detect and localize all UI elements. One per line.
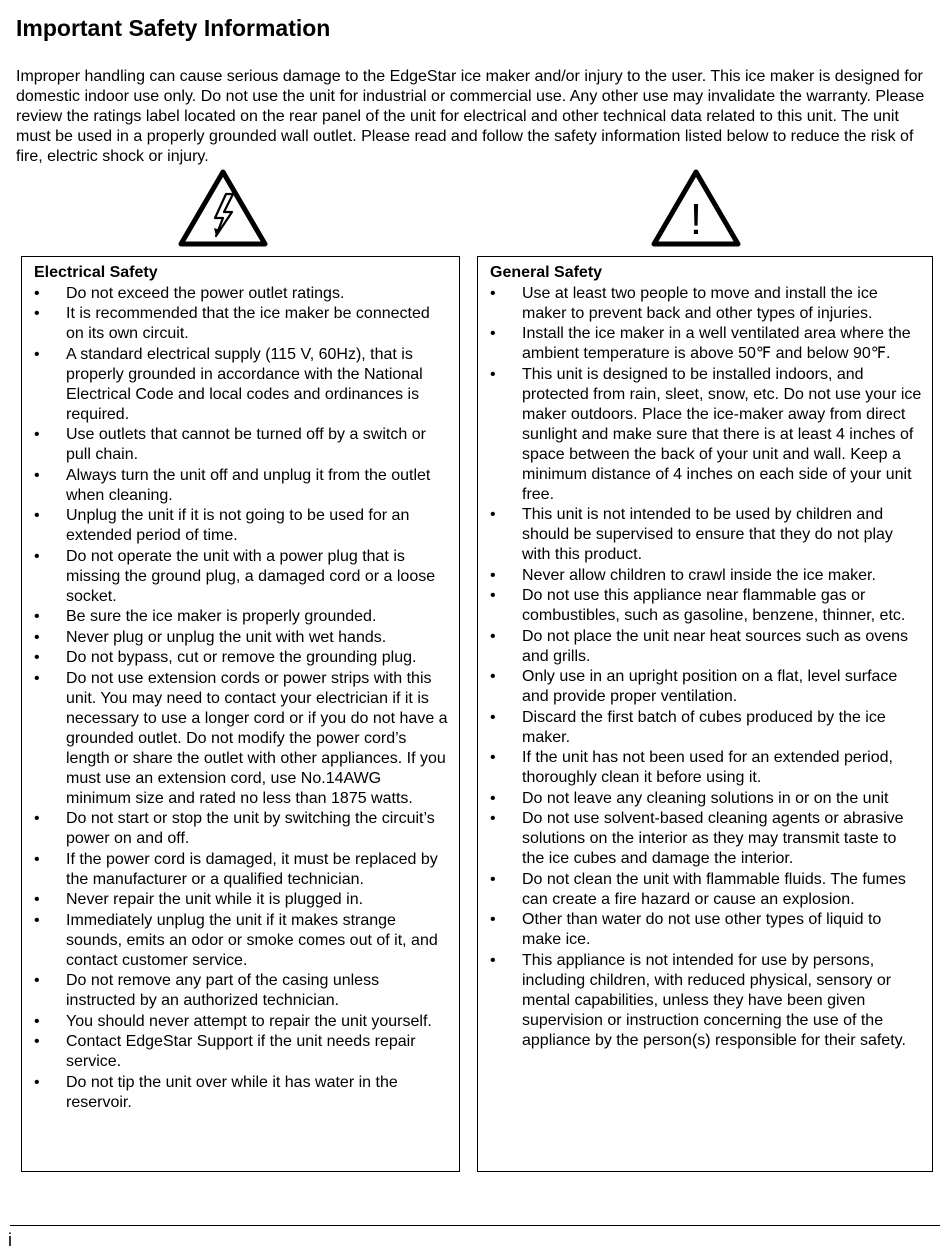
list-item: • Never plug or unplug the unit with wet hands. — [34, 628, 449, 648]
footer-divider — [10, 1225, 940, 1226]
list-item: • Be sure the ice maker is properly grounded. — [34, 607, 449, 627]
list-item: • Never repair the unit while it is plugged in. — [34, 890, 449, 910]
list-item: • Unplug the unit if it is not going to be used for an extended period of time. — [34, 506, 449, 546]
list-item: • Do not start or stop the unit by switching the circuit’s power on and off. — [34, 809, 449, 849]
list-item: • Contact EdgeStar Support if the unit needs repair service. — [34, 1032, 449, 1072]
page-title: Important Safety Information — [16, 15, 331, 41]
electrical-hazard-icon — [178, 168, 268, 248]
list-item: • Do not exceed the power outlet ratings. — [34, 284, 449, 304]
list-item: • Never allow children to crawl inside the ice maker. — [490, 566, 922, 586]
electrical-safety-box — [21, 256, 460, 1172]
intro-paragraph: Improper handling can cause serious damage to the EdgeStar ice maker and/or injury to the user. This ice maker is designed for domestic indoor use only. Do not use the unit for industrial or commercial use. Any other use may invalidate the warranty. Please review the ratings label located on the rear panel of the unit for electrical and other technical data related to this unit. The unit must be used in a properly grounded wall outlet. Please read and follow the safety information listed below to reduce the risk of fire, electric shock or injury. — [16, 68, 925, 165]
list-item: • Do not place the unit near heat sources such as ovens and grills. — [490, 627, 922, 667]
list-item: • This unit is designed to be installed indoors, and protected from rain, sleet, snow, etc. Do not use your ice maker outdoors. Place the ice-maker away from direct sunlight and make sure that there is at least 4 inches of space between the back of your unit and wall. Keep a minimum distance of 4 inches on each side of your unit free. — [490, 365, 922, 505]
list-item: • This unit is not intended to be used by children and should be supervised to ensure that they do not play with this product. — [490, 505, 922, 565]
list-item: • Do not clean the unit with flammable fluids. The fumes can create a fire hazard or cause an explosion. — [490, 870, 922, 910]
electrical-safety-heading: Electrical Safety — [34, 264, 158, 281]
list-item: • Use outlets that cannot be turned off by a switch or pull chain. — [34, 425, 449, 465]
list-item: • Immediately unplug the unit if it makes strange sounds, emits an odor or smoke comes out of it, and contact customer service. — [34, 911, 449, 971]
list-item: • Do not bypass, cut or remove the grounding plug. — [34, 648, 449, 668]
electrical-safety-list — [34, 284, 449, 1113]
list-item: • Only use in an upright position on a flat, level surface and provide proper ventilation. — [490, 667, 922, 707]
general-safety-heading: General Safety — [490, 264, 603, 281]
list-item: • If the unit has not been used for an extended period, thoroughly clean it before using it. — [490, 748, 922, 788]
list-item: • Do not tip the unit over while it has water in the reservoir. — [34, 1073, 449, 1113]
general-safety-list — [490, 284, 922, 1051]
list-item: • Do not leave any cleaning solutions in or on the unit — [490, 789, 922, 809]
page-number: i — [8, 1230, 12, 1250]
list-item: • Do not remove any part of the casing unless instructed by an authorized technician. — [34, 971, 449, 1011]
list-item: • Always turn the unit off and unplug it from the outlet when cleaning. — [34, 466, 449, 506]
list-item: • Use at least two people to move and install the ice maker to prevent back and other types of injuries. — [490, 284, 922, 324]
warning-mark: ! — [689, 195, 703, 244]
list-item: • A standard electrical supply (115 V, 60Hz), that is properly grounded in accordance with the National Electrical Code and local codes and ordinances is required. — [34, 345, 449, 425]
list-item: • Do not use this appliance near flammable gas or combustibles, such as gasoline, benzene, thinner, etc. — [490, 586, 922, 626]
general-safety-box — [477, 256, 933, 1172]
list-item: • If the power cord is damaged, it must be replaced by the manufacturer or a qualified technician. — [34, 850, 449, 890]
list-item: • Install the ice maker in a well ventilated area where the ambient temperature is above 50℉ and below 90℉. — [490, 324, 922, 364]
general-warning-icon — [651, 168, 741, 248]
list-item: • Other than water do not use other types of liquid to make ice. — [490, 910, 922, 950]
list-item: • This appliance is not intended for use by persons, including children, with reduced physical, sensory or mental capabilities, unless they have been given supervision or instruction concerning the use of the appliance by the person(s) responsible for their safety. — [490, 951, 922, 1051]
list-item: • You should never attempt to repair the unit yourself. — [34, 1012, 449, 1032]
list-item: • Do not use solvent-based cleaning agents or abrasive solutions on the interior as they may transmit taste to the ice cubes and damage the interior. — [490, 809, 922, 869]
list-item: • Do not operate the unit with a power plug that is missing the ground plug, a damaged cord or a loose socket. — [34, 547, 449, 607]
list-item: • Discard the first batch of cubes produced by the ice maker. — [490, 708, 922, 748]
list-item: • Do not use extension cords or power strips with this unit. You may need to contact your electrician if it is necessary to use a longer cord or if you do not have a grounded outlet. Do not modify the power cord’s length or share the outlet with other appliances. If you must use an extension cord, use No.14AWG minimum size and rated no less than 1875 watts. — [34, 669, 449, 809]
list-item: • It is recommended that the ice maker be connected on its own circuit. — [34, 304, 449, 344]
